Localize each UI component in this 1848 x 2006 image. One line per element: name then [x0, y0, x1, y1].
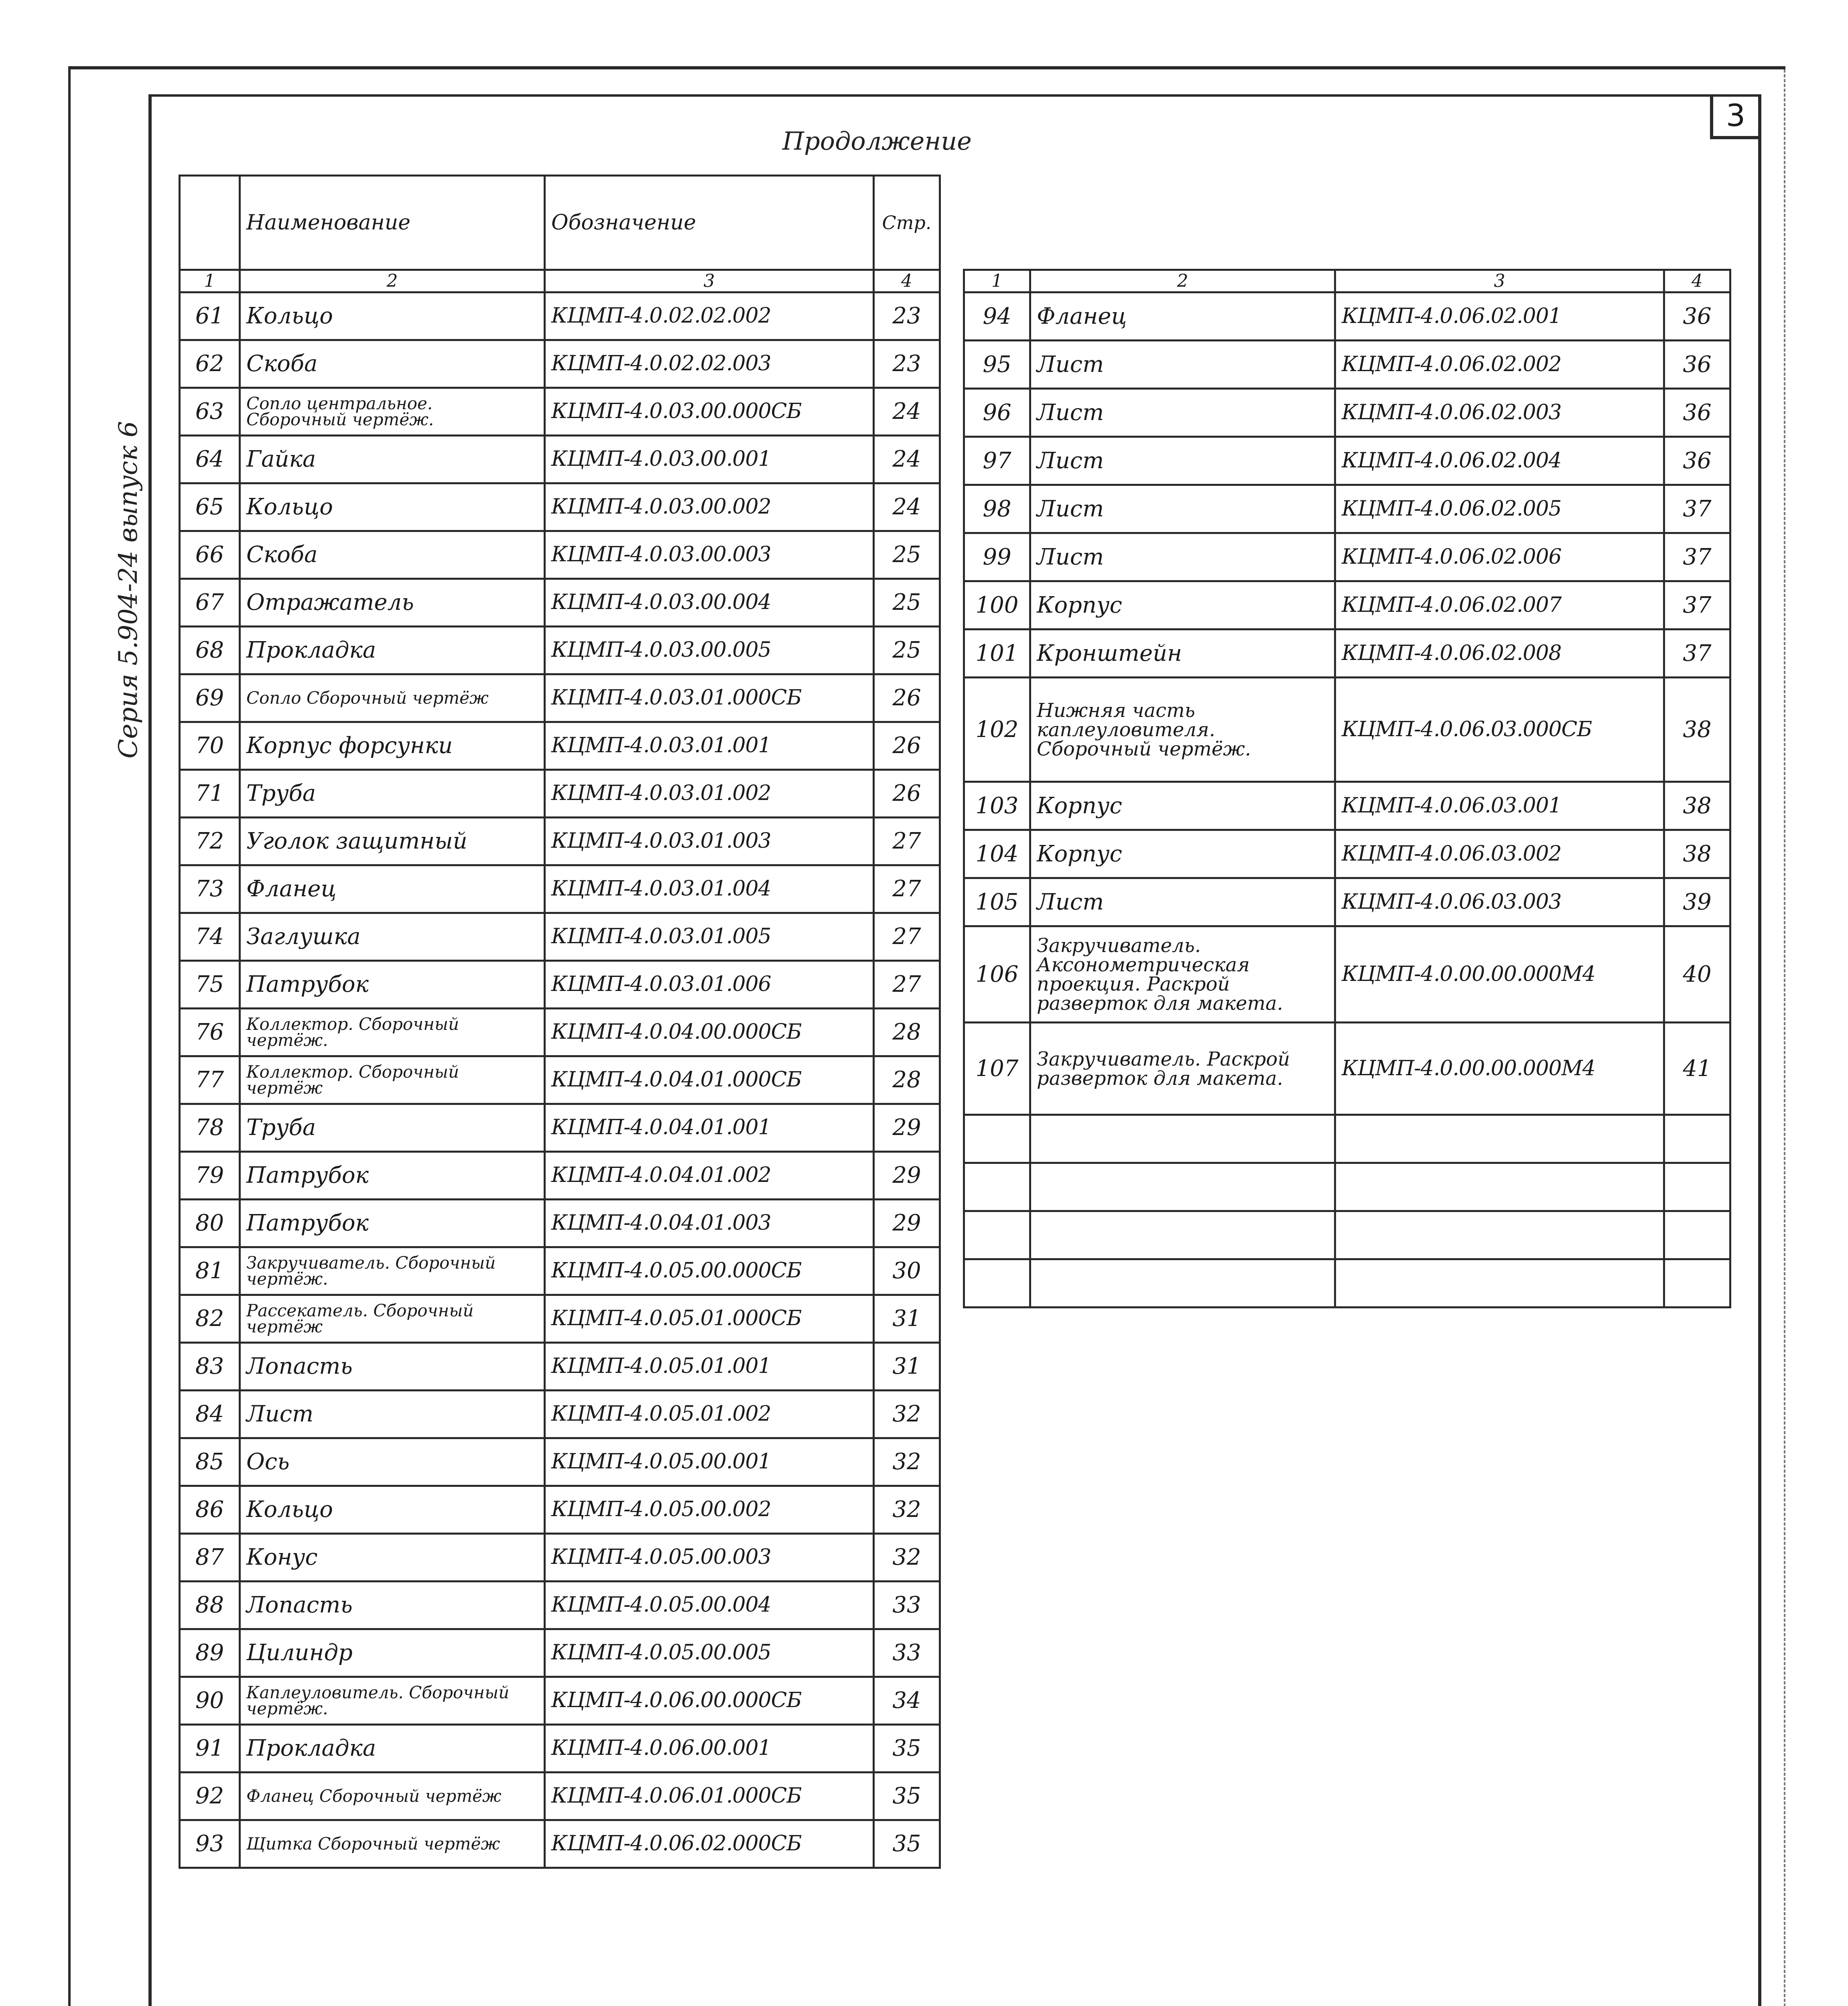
table-row — [180, 1009, 940, 1056]
item-number: 63 — [180, 388, 240, 436]
item-name: Каплеуловитель. Сборочный чертёж. — [240, 1677, 545, 1725]
table-row — [964, 341, 1730, 389]
item-page: 40 — [1664, 926, 1730, 1023]
item-designation: КЦМП-4.0.03.00.002 — [545, 483, 874, 531]
table-row — [180, 818, 940, 865]
item-name: Фланец — [1030, 292, 1335, 341]
item-page: 36 — [1664, 292, 1730, 341]
table-row — [180, 1343, 940, 1391]
item-page: 36 — [1664, 437, 1730, 485]
item-designation: КЦМП-4.0.05.00.001 — [545, 1438, 874, 1486]
item-name: Фланец — [240, 865, 545, 913]
item-designation: КЦМП-4.0.03.00.004 — [545, 579, 874, 627]
item-name: Коллектор. Сборочный чертёж. — [240, 1009, 545, 1056]
table-row — [964, 485, 1730, 533]
item-designation: КЦМП-4.0.03.01.004 — [545, 865, 874, 913]
item-number: 96 — [964, 389, 1030, 437]
item-number: 98 — [964, 485, 1030, 533]
header-page: Стр. — [874, 176, 940, 270]
empty-cell — [1030, 1163, 1335, 1211]
item-page: 27 — [874, 865, 940, 913]
table-row — [180, 1104, 940, 1152]
item-name: Лопасть — [240, 1343, 545, 1391]
item-name: Корпус — [1030, 782, 1335, 830]
item-number: 85 — [180, 1438, 240, 1486]
empty-cell — [1664, 1211, 1730, 1259]
table-row — [180, 1629, 940, 1677]
table-header-row — [180, 176, 940, 270]
item-designation: КЦМП-4.0.03.01.006 — [545, 961, 874, 1009]
table-row — [964, 878, 1730, 926]
item-name: Сопло Сборочный чертёж — [240, 674, 545, 722]
item-designation: КЦМП-4.0.03.00.005 — [545, 627, 874, 674]
item-name: Труба — [240, 1104, 545, 1152]
item-page: 23 — [874, 292, 940, 340]
item-designation: КЦМП-4.0.05.00.000СБ — [545, 1247, 874, 1295]
item-name: Кронштейн — [1030, 629, 1335, 678]
item-number: 66 — [180, 531, 240, 579]
table-row — [180, 388, 940, 436]
table-row — [180, 1056, 940, 1104]
item-name: Конус — [240, 1534, 545, 1582]
item-name: Уголок защитный — [240, 818, 545, 865]
item-designation: КЦМП-4.0.05.01.001 — [545, 1343, 874, 1391]
empty-cell — [964, 1115, 1030, 1163]
table-row — [180, 1820, 940, 1868]
item-designation: КЦМП-4.0.06.00.000СБ — [545, 1677, 874, 1725]
item-number: 101 — [964, 629, 1030, 678]
item-number: 79 — [180, 1152, 240, 1200]
empty-cell — [1030, 1259, 1335, 1308]
table-row — [180, 340, 940, 388]
table-row — [180, 579, 940, 627]
empty-row — [964, 1259, 1730, 1308]
item-designation: КЦМП-4.0.06.02.002 — [1335, 341, 1664, 389]
item-name: Гайка — [240, 436, 545, 483]
table-row — [964, 533, 1730, 581]
item-page: 32 — [874, 1534, 940, 1582]
header-name: Наименование — [240, 176, 545, 270]
item-number: 73 — [180, 865, 240, 913]
page-number: 3 — [1710, 94, 1758, 139]
column-number: 2 — [240, 270, 545, 292]
item-name: Прокладка — [240, 1725, 545, 1773]
item-name: Прокладка — [240, 627, 545, 674]
item-designation: КЦМП-4.0.06.00.001 — [545, 1725, 874, 1773]
item-designation: КЦМП-4.0.05.00.003 — [545, 1534, 874, 1582]
item-number: 97 — [964, 437, 1030, 485]
item-designation: КЦМП-4.0.05.01.000СБ — [545, 1295, 874, 1343]
item-designation: КЦМП-4.0.03.00.003 — [545, 531, 874, 579]
item-designation: КЦМП-4.0.06.02.000СБ — [545, 1820, 874, 1868]
item-number: 87 — [180, 1534, 240, 1582]
table-row — [964, 581, 1730, 629]
item-page: 24 — [874, 483, 940, 531]
table-row — [964, 782, 1730, 830]
item-page: 28 — [874, 1056, 940, 1104]
item-designation: КЦМП-4.0.04.00.000СБ — [545, 1009, 874, 1056]
item-designation: КЦМП-4.0.05.00.004 — [545, 1582, 874, 1629]
item-name: Щитка Сборочный чертёж — [240, 1820, 545, 1868]
empty-cell — [1664, 1259, 1730, 1308]
empty-cell — [1335, 1211, 1664, 1259]
left-table-body — [180, 292, 940, 1868]
empty-cell — [1664, 1163, 1730, 1211]
empty-cell — [1664, 1115, 1730, 1163]
item-number: 78 — [180, 1104, 240, 1152]
column-number: 3 — [1335, 270, 1664, 292]
item-page: 30 — [874, 1247, 940, 1295]
right-table-body — [964, 292, 1730, 1308]
item-name: Сопло центральное. Сборочный чертёж. — [240, 388, 545, 436]
item-page: 24 — [874, 436, 940, 483]
item-name: Заглушка — [240, 913, 545, 961]
table-row — [180, 1247, 940, 1295]
item-designation: КЦМП-4.0.06.02.006 — [1335, 533, 1664, 581]
table-row — [180, 865, 940, 913]
item-designation: КЦМП-4.0.03.01.001 — [545, 722, 874, 770]
item-number: 102 — [964, 678, 1030, 782]
item-page: 33 — [874, 1629, 940, 1677]
table-row — [180, 674, 940, 722]
item-number: 64 — [180, 436, 240, 483]
item-page: 31 — [874, 1343, 940, 1391]
item-page: 38 — [1664, 782, 1730, 830]
table-row — [180, 1200, 940, 1247]
item-name: Лист — [1030, 389, 1335, 437]
column-number: 2 — [1030, 270, 1335, 292]
item-page: 39 — [1664, 878, 1730, 926]
series-caption: Серия 5.904-24 выпуск 6 — [114, 421, 143, 759]
item-page: 34 — [874, 1677, 940, 1725]
item-name: Корпус форсунки — [240, 722, 545, 770]
item-page: 41 — [1664, 1023, 1730, 1115]
item-name: Отражатель — [240, 579, 545, 627]
item-page: 26 — [874, 674, 940, 722]
table-row — [964, 926, 1730, 1023]
item-name: Кольцо — [240, 1486, 545, 1534]
item-designation: КЦМП-4.0.03.00.000СБ — [545, 388, 874, 436]
table-row — [180, 961, 940, 1009]
item-page: 36 — [1664, 389, 1730, 437]
item-designation: КЦМП-4.0.00.00.000М4 — [1335, 926, 1664, 1023]
continuation-title: Продолжение — [782, 126, 972, 156]
item-page: 24 — [874, 388, 940, 436]
item-number: 105 — [964, 878, 1030, 926]
item-designation: КЦМП-4.0.04.01.001 — [545, 1104, 874, 1152]
item-number: 99 — [964, 533, 1030, 581]
table-row — [180, 1534, 940, 1582]
column-number: 4 — [1664, 270, 1730, 292]
item-number: 107 — [964, 1023, 1030, 1115]
item-page: 26 — [874, 770, 940, 818]
table-row — [964, 292, 1730, 341]
item-page: 37 — [1664, 533, 1730, 581]
table-row — [180, 1725, 940, 1773]
table-row — [180, 913, 940, 961]
item-name: Лист — [1030, 533, 1335, 581]
item-page: 28 — [874, 1009, 940, 1056]
item-number: 104 — [964, 830, 1030, 878]
column-number-row — [964, 270, 1730, 292]
table-row — [964, 830, 1730, 878]
empty-row — [964, 1211, 1730, 1259]
item-page: 23 — [874, 340, 940, 388]
item-number: 65 — [180, 483, 240, 531]
table-row — [180, 1582, 940, 1629]
item-number: 81 — [180, 1247, 240, 1295]
table-row — [180, 1486, 940, 1534]
item-name: Закручиватель. Аксонометрическая проекция. Раскрой разверток для макета. — [1030, 926, 1335, 1023]
item-name: Закручиватель. Сборочный чертёж. — [240, 1247, 545, 1295]
item-name: Кольцо — [240, 292, 545, 340]
item-number: 80 — [180, 1200, 240, 1247]
item-page: 35 — [874, 1820, 940, 1868]
item-number: 82 — [180, 1295, 240, 1343]
item-page: 33 — [874, 1582, 940, 1629]
item-designation: КЦМП-4.0.03.01.000СБ — [545, 674, 874, 722]
table-row — [180, 1773, 940, 1820]
item-name: Лист — [1030, 341, 1335, 389]
item-designation: КЦМП-4.0.00.00.000М4 — [1335, 1023, 1664, 1115]
item-name: Рассекатель. Сборочный чертёж — [240, 1295, 545, 1343]
item-page: 26 — [874, 722, 940, 770]
item-number: 103 — [964, 782, 1030, 830]
table-row — [964, 629, 1730, 678]
item-number: 89 — [180, 1629, 240, 1677]
item-page: 32 — [874, 1486, 940, 1534]
header-blank-cell — [180, 176, 240, 270]
item-page: 25 — [874, 531, 940, 579]
item-number: 69 — [180, 674, 240, 722]
item-designation: КЦМП-4.0.06.02.005 — [1335, 485, 1664, 533]
item-designation: КЦМП-4.0.06.02.007 — [1335, 581, 1664, 629]
empty-cell — [1030, 1115, 1335, 1163]
item-number: 75 — [180, 961, 240, 1009]
item-number: 91 — [180, 1725, 240, 1773]
item-designation: КЦМП-4.0.06.02.001 — [1335, 292, 1664, 341]
item-name: Патрубок — [240, 961, 545, 1009]
item-number: 93 — [180, 1820, 240, 1868]
item-page: 37 — [1664, 629, 1730, 678]
item-page: 38 — [1664, 678, 1730, 782]
item-name: Скоба — [240, 340, 545, 388]
item-designation: КЦМП-4.0.04.01.003 — [545, 1200, 874, 1247]
header-designation: Обозначение — [545, 176, 874, 270]
item-page: 25 — [874, 627, 940, 674]
item-page: 27 — [874, 913, 940, 961]
item-page: 27 — [874, 961, 940, 1009]
empty-row — [964, 1115, 1730, 1163]
item-name: Фланец Сборочный чертёж — [240, 1773, 545, 1820]
item-page: 37 — [1664, 485, 1730, 533]
item-name: Корпус — [1030, 581, 1335, 629]
table-row — [964, 678, 1730, 782]
item-page: 35 — [874, 1725, 940, 1773]
column-number: 1 — [180, 270, 240, 292]
item-designation: КЦМП-4.0.06.02.003 — [1335, 389, 1664, 437]
item-number: 61 — [180, 292, 240, 340]
item-page: 29 — [874, 1152, 940, 1200]
table-row — [180, 1677, 940, 1725]
table-row — [180, 483, 940, 531]
item-name: Лист — [1030, 437, 1335, 485]
right-spec-table — [963, 269, 1731, 1308]
item-designation: КЦМП-4.0.02.02.003 — [545, 340, 874, 388]
table-row — [964, 1023, 1730, 1115]
item-name: Лист — [240, 1391, 545, 1438]
table-row — [180, 1152, 940, 1200]
item-designation: КЦМП-4.0.06.01.000СБ — [545, 1773, 874, 1820]
left-spec-table — [179, 175, 941, 1869]
column-number: 1 — [964, 270, 1030, 292]
item-number: 94 — [964, 292, 1030, 341]
item-number: 92 — [180, 1773, 240, 1820]
item-page: 29 — [874, 1104, 940, 1152]
table-row — [180, 1391, 940, 1438]
table-row — [180, 531, 940, 579]
item-designation: КЦМП-4.0.06.03.002 — [1335, 830, 1664, 878]
item-designation: КЦМП-4.0.03.01.003 — [545, 818, 874, 865]
table-row — [180, 627, 940, 674]
item-name: Патрубок — [240, 1152, 545, 1200]
item-page: 35 — [874, 1773, 940, 1820]
item-number: 88 — [180, 1582, 240, 1629]
column-number-row — [180, 270, 940, 292]
item-number: 72 — [180, 818, 240, 865]
empty-cell — [1335, 1259, 1664, 1308]
item-number: 62 — [180, 340, 240, 388]
item-page: 29 — [874, 1200, 940, 1247]
item-page: 32 — [874, 1438, 940, 1486]
item-page: 38 — [1664, 830, 1730, 878]
table-row — [180, 292, 940, 340]
item-number: 100 — [964, 581, 1030, 629]
item-designation: КЦМП-4.0.06.03.003 — [1335, 878, 1664, 926]
item-page: 37 — [1664, 581, 1730, 629]
empty-cell — [964, 1259, 1030, 1308]
empty-cell — [964, 1163, 1030, 1211]
item-designation: КЦМП-4.0.03.00.001 — [545, 436, 874, 483]
table-row — [180, 1295, 940, 1343]
item-page: 32 — [874, 1391, 940, 1438]
item-number: 84 — [180, 1391, 240, 1438]
table-row — [964, 389, 1730, 437]
item-name: Лист — [1030, 878, 1335, 926]
table-row — [180, 722, 940, 770]
item-number: 76 — [180, 1009, 240, 1056]
item-number: 86 — [180, 1486, 240, 1534]
item-designation: КЦМП-4.0.03.01.005 — [545, 913, 874, 961]
empty-cell — [1335, 1163, 1664, 1211]
item-name: Нижняя часть каплеуловителя. Сборочный чертёж. — [1030, 678, 1335, 782]
item-name: Ось — [240, 1438, 545, 1486]
table-row — [180, 770, 940, 818]
item-number: 106 — [964, 926, 1030, 1023]
item-designation: КЦМП-4.0.06.02.008 — [1335, 629, 1664, 678]
item-page: 31 — [874, 1295, 940, 1343]
item-page: 36 — [1664, 341, 1730, 389]
item-number: 68 — [180, 627, 240, 674]
item-name: Закручиватель. Раскрой разверток для макета. — [1030, 1023, 1335, 1115]
item-name: Патрубок — [240, 1200, 545, 1247]
item-designation: КЦМП-4.0.02.02.002 — [545, 292, 874, 340]
table-row — [180, 436, 940, 483]
item-designation: КЦМП-4.0.05.00.005 — [545, 1629, 874, 1677]
item-number: 90 — [180, 1677, 240, 1725]
item-name: Скоба — [240, 531, 545, 579]
empty-cell — [1335, 1115, 1664, 1163]
item-designation: КЦМП-4.0.05.00.002 — [545, 1486, 874, 1534]
empty-cell — [1030, 1211, 1335, 1259]
item-number: 74 — [180, 913, 240, 961]
item-name: Лист — [1030, 485, 1335, 533]
empty-cell — [964, 1211, 1030, 1259]
column-number: 3 — [545, 270, 874, 292]
table-row — [964, 437, 1730, 485]
item-designation: КЦМП-4.0.06.02.004 — [1335, 437, 1664, 485]
item-page: 25 — [874, 579, 940, 627]
item-name: Цилиндр — [240, 1629, 545, 1677]
item-name: Корпус — [1030, 830, 1335, 878]
item-page: 27 — [874, 818, 940, 865]
item-number: 71 — [180, 770, 240, 818]
column-number: 4 — [874, 270, 940, 292]
item-designation: КЦМП-4.0.03.01.002 — [545, 770, 874, 818]
table-row — [180, 1438, 940, 1486]
item-designation: КЦМП-4.0.06.03.001 — [1335, 782, 1664, 830]
item-number: 67 — [180, 579, 240, 627]
item-designation: КЦМП-4.0.04.01.000СБ — [545, 1056, 874, 1104]
item-name: Лопасть — [240, 1582, 545, 1629]
item-designation: КЦМП-4.0.06.03.000СБ — [1335, 678, 1664, 782]
item-name: Кольцо — [240, 483, 545, 531]
item-designation: КЦМП-4.0.04.01.002 — [545, 1152, 874, 1200]
item-number: 83 — [180, 1343, 240, 1391]
empty-row — [964, 1163, 1730, 1211]
item-designation: КЦМП-4.0.05.01.002 — [545, 1391, 874, 1438]
item-number: 77 — [180, 1056, 240, 1104]
item-name: Труба — [240, 770, 545, 818]
item-number: 70 — [180, 722, 240, 770]
item-name: Коллектор. Сборочный чертёж — [240, 1056, 545, 1104]
item-number: 95 — [964, 341, 1030, 389]
